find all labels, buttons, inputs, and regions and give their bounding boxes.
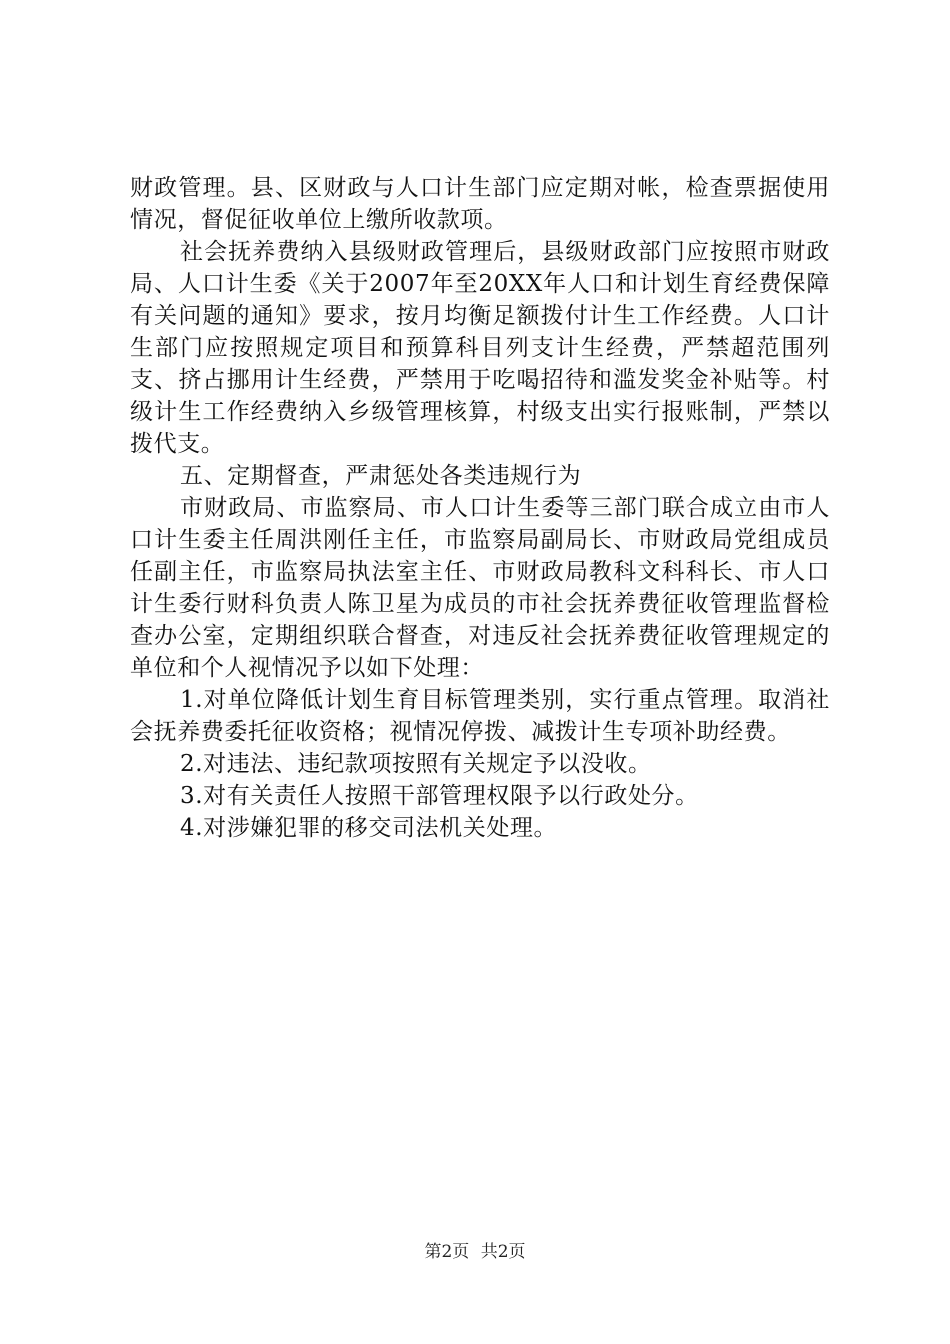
page-total: 共2页 [480,1242,526,1262]
list-item-4: 4.对涉嫌犯罪的移交司法机关处理。 [180,815,558,841]
list-item-3: 3.对有关责任人按照干部管理权限予以行政处分。 [180,783,699,809]
document-body [130,172,830,844]
paragraph-continuation: 财政管理。县、区财政与人口计生部门应定期对帐，检查票据使用情况，督促征收单位上缴所收款项。 [130,175,830,233]
list-item-2: 2.对违法、违纪款项按照有关规定予以没收。 [180,751,652,777]
page-number: 第2页 [424,1242,470,1262]
paragraph-supervision-office: 市财政局、市监察局、市人口计生委等三部门联合成立由市人口计生委主任周洪刚任主任，市监察局副局长、市财政局党组成员任副主任，市监察局执法室主任、市财政局教科文科科长、市人口计生委行财科负责人陈卫星为成员的市社会抚养费征收管理监督检查办公室，定期组织联合督查，对违反社会抚养费征收管理规定的单位和个人视情况予以如下处理： [130,495,830,681]
paragraph-fund-management: 社会抚养费纳入县级财政管理后，县级财政部门应按照市财政局、人口计生委《关于2007年至20XX年人口和计划生育经费保障有关问题的通知》要求，按月均衡足额拨付计生工作经费。人口计生部门应按照规定项目和预算科目列支计生经费，严禁超范围列支、挤占挪用计生经费，严禁用于吃喝招待和滥发奖金补贴等。村级计生工作经费纳入乡级管理核算，村级支出实行报账制，严禁以拨代支。 [130,239,830,457]
list-item-1: 1.对单位降低计划生育目标管理类别，实行重点管理。取消社会抚养费委托征收资格；视情况停拨、减拨计生专项补助经费。 [130,687,830,745]
section-heading-five: 五、定期督查，严肃惩处各类违规行为 [180,463,582,489]
page-footer [0,1240,950,1264]
